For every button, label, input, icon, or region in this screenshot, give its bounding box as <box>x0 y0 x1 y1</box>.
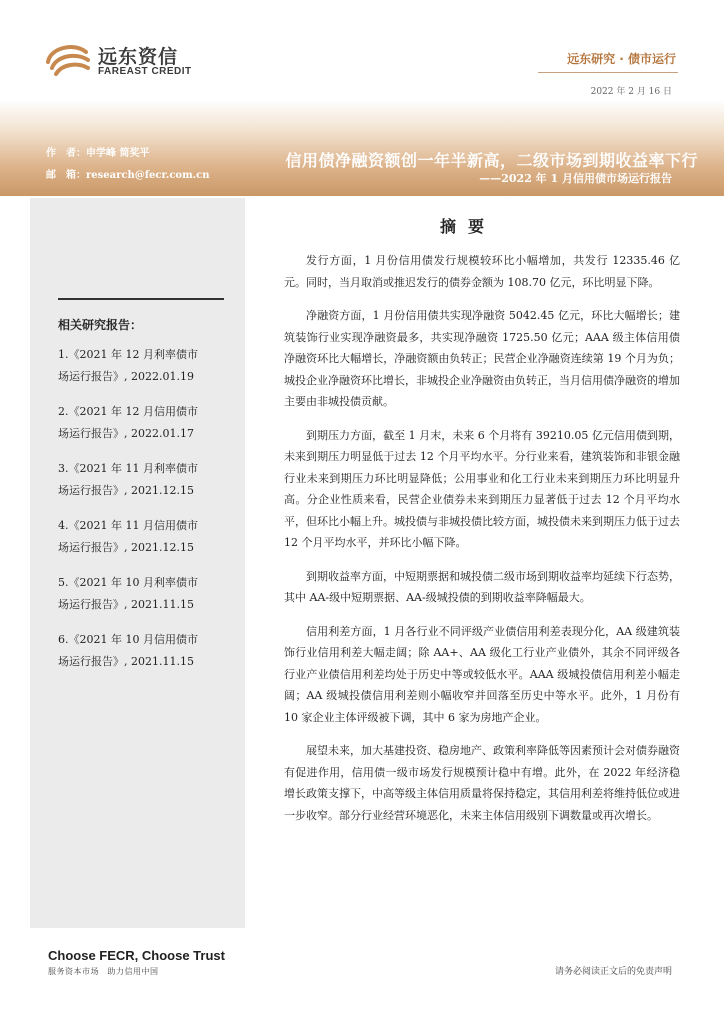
email-label: 邮 箱： <box>46 170 86 181</box>
email-address[interactable]: research@fecr.com.cn <box>86 170 210 181</box>
logo-english-name: FAREAST CREDIT <box>98 66 192 77</box>
related-report-title-line: 2.《2021 年 12 月信用债市 <box>58 405 198 418</box>
related-reports-list <box>58 344 238 686</box>
author-label: 作 者： <box>46 148 86 159</box>
summary-paragraph-credit-spread: 信用利差方面，1 月各行业不同评级产业债信用利差表现分化，AA 级建筑装饰行业信用利差大幅走阔；除 AA+、AA 级化工行业产业债外，其余不同评级各行业产业债信用利差均处于历史中等或较低水平。AAA 级城投债信用利差小幅走阔；AA 级城投债信用利差则小幅收窄并回落至历史中等水平。此外，1 月份有 10 家企业主体评级被下调，其中 6 家为房地产企业。 <box>284 624 680 724</box>
related-report-date-line: 场运行报告》, 2021.12.15 <box>58 484 194 497</box>
email-line <box>46 166 210 181</box>
summary-paragraph-outlook: 展望未来，加大基建投资、稳房地产、政策利率降低等因素预计会对债券融资有促进作用，信用债一级市场发行规模预计稳中有增。此外，在 2022 年经济稳增长政策支撑下，中高等级主体信用质量将保持稳定，其信用利差将维持低位或进一步收窄。部分行业经营环境恶化，未来主体信用级别下调数量或再次增长。 <box>284 744 680 822</box>
sidebar <box>30 198 245 928</box>
related-report-date-line: 场运行报告》, 2021.11.15 <box>58 655 194 668</box>
author-names: 申学峰 简奖平 <box>86 148 150 159</box>
company-logo <box>44 40 214 80</box>
summary-paragraph-net-financing: 净融资方面，1 月份信用债共实现净融资 5042.45 亿元，环比大幅增长；建筑装饰行业实现净融资最多，共实现净融资 1725.50 亿元；AAA 级主体信用债净融资环比大幅增长，净融资额由负转正；民营企业净融资连续第 19 个月为负；城投企业净融资环比增长，非城投企业净融资由负转正，当月信用债净融资的增加主要由非城投债贡献。 <box>284 309 680 408</box>
related-report-title-line: 5.《2021 年 10 月利率债市 <box>58 576 198 589</box>
summary-paragraph-maturity: 到期压力方面，截至 1 月末，未来 6 个月将有 39210.05 亿元信用债到期，未来到期压力明显低于过去 12 个月平均水平。分行业来看，建筑装饰和非银金融行业未来到期压力环比明显降低；公用事业和化工行业未来到期压力环比明显升高。分企业性质来看，民营企业债券未来到期压力显著低于过去 12 个月平均水平，但环比小幅上升。城投债与非城投债比较方面，城投债未来到期压力低于过去 12 个月平均水平，并环比小幅下降。 <box>284 428 680 549</box>
related-report-item[interactable] <box>58 344 238 388</box>
summary-paragraph-issuance: 发行方面，1 月份信用债发行规模较环比小幅增加，共发行 12335.46 亿元。同时，当月取消或推迟发行的债券金额为 108.70 亿元，环比明显下降。 <box>284 254 680 289</box>
related-report-date-line: 场运行报告》, 2021.11.15 <box>58 598 194 611</box>
summary-body <box>284 250 680 838</box>
summary-heading: 摘要 <box>440 217 497 236</box>
related-report-date-line: 场运行报告》, 2022.01.19 <box>58 370 194 383</box>
header-divider <box>538 72 678 73</box>
related-report-item[interactable] <box>58 629 238 673</box>
report-date: 2022 年 2 月 16 日 <box>590 87 672 97</box>
report-title: 信用债净融资额创一年半新高，二级市场到期收益率下行 <box>285 151 698 170</box>
related-report-title-line: 4.《2021 年 11 月信用债市 <box>58 519 198 532</box>
related-report-title-line: 3.《2021 年 11 月利率债市 <box>58 462 198 475</box>
footer-disclaimer: 请务必阅读正文后的免责声明 <box>554 967 672 977</box>
related-report-date-line: 场运行报告》, 2022.01.17 <box>58 427 194 440</box>
sidebar-divider <box>58 298 224 300</box>
related-report-item[interactable] <box>58 572 238 616</box>
related-report-title-line: 6.《2021 年 10 月信用债市 <box>58 633 198 646</box>
fecr-logo-icon <box>44 40 92 80</box>
footer-tagline: 服务资本市场 助力信用中国 <box>48 967 159 976</box>
author-line <box>46 144 149 159</box>
related-report-item[interactable] <box>58 515 238 559</box>
related-report-date-line: 场运行报告》, 2021.12.15 <box>58 541 194 554</box>
report-category: 远东研究 · 债市运行 <box>567 52 676 66</box>
page-header <box>0 0 724 100</box>
related-reports-title: 相关研究报告： <box>58 318 143 332</box>
related-report-item[interactable] <box>58 401 238 445</box>
related-report-item[interactable] <box>58 458 238 502</box>
footer-slogan: Choose FECR, Choose Trust <box>48 948 225 963</box>
summary-paragraph-yield: 到期收益率方面，中短期票据和城投债二级市场到期收益率均延续下行态势，其中 AA-级中短期票据、AA-级城投债的到期收益率降幅最大。 <box>284 569 680 604</box>
report-subtitle: ——2022 年 1 月信用债市场运行报告 <box>479 172 672 185</box>
logo-chinese-name: 远东资信 <box>98 46 179 68</box>
related-report-title-line: 1.《2021 年 12 月利率债市 <box>58 348 198 361</box>
